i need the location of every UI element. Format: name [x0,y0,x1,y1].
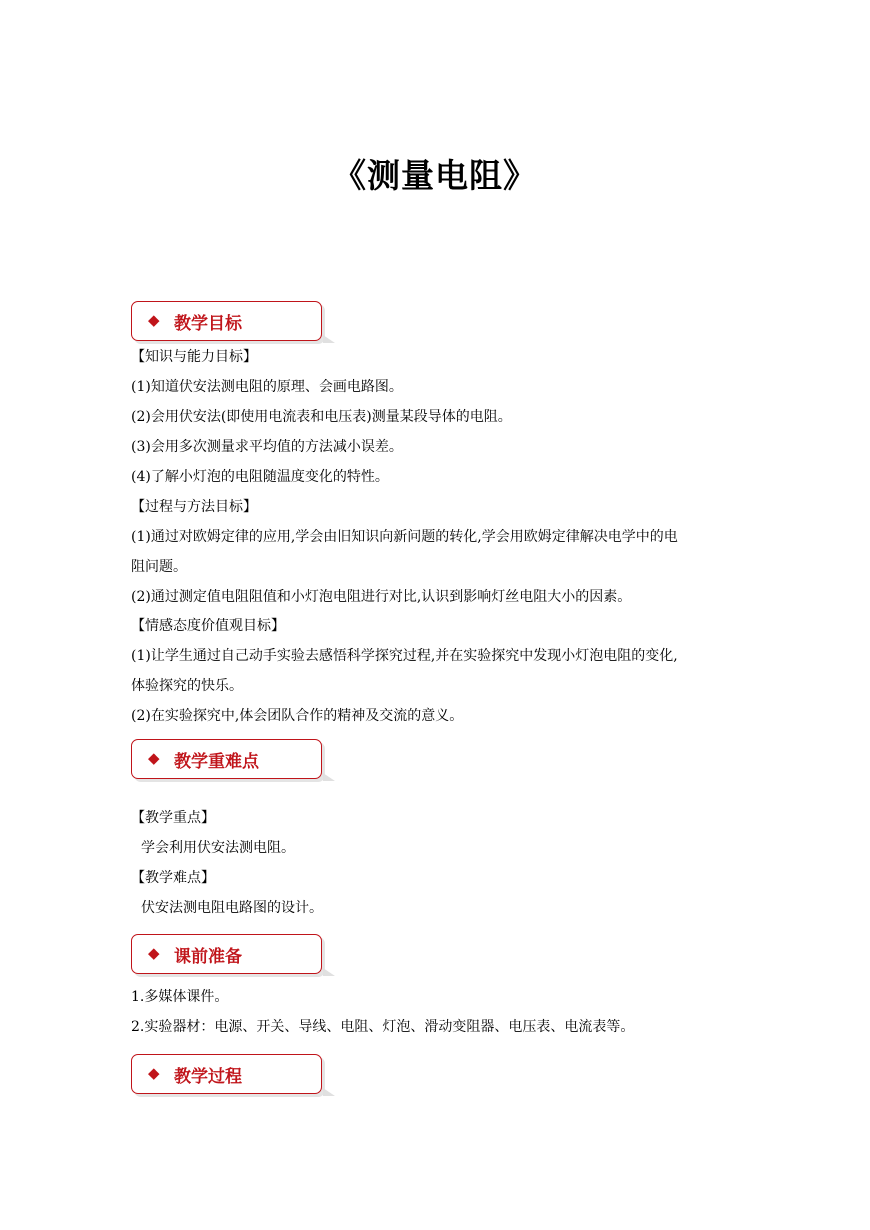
section-heading-label: 课前准备 [174,947,242,967]
paragraph: (1)知道伏安法测电阻的原理、会画电路图。 [131,379,403,395]
diamond-bullet-icon: ◆ [148,1064,160,1082]
section-heading-process [131,1054,322,1094]
diamond-bullet-icon: ◆ [148,944,160,962]
subheading-emotion: 【情感态度价值观目标】 [131,618,285,634]
paragraph: (1)通过对欧姆定律的应用,学会由旧知识向新问题的转化,学会用欧姆定律解决电学中的电 [131,529,678,545]
paragraph: (2)通过测定值电阻阻值和小灯泡电阻进行对比,认识到影响灯丝电阻大小的因素。 [131,589,632,605]
paragraph: (3)会用多次测量求平均值的方法减小误差。 [131,439,403,455]
section-heading-label: 教学目标 [174,314,242,334]
paragraph: 阻问题。 [131,559,187,575]
section-heading-goals [131,301,322,341]
diamond-bullet-icon: ◆ [148,749,160,767]
paragraph: (1)让学生通过自己动手实验去感悟科学探究过程,并在实验探究中发现小灯泡电阻的变化, [131,648,678,664]
paragraph: (2)在实验探究中,体会团队合作的精神及交流的意义。 [131,708,464,724]
subheading-knowledge: 【知识与能力目标】 [131,349,257,365]
list-item: 1.多媒体课件。 [131,989,229,1005]
paragraph: 体验探究的快乐。 [131,678,243,694]
page-title: 《测量电阻》 [333,156,537,195]
subheading-focus: 【教学重点】 [131,810,215,826]
list-item: 2.实验器材：电源、开关、导线、电阻、灯泡、滑动变阻器、电压表、电流表等。 [131,1019,635,1035]
section-heading-keypoints [131,739,322,779]
section-heading-label: 教学过程 [174,1067,242,1087]
section-heading-prep [131,934,322,974]
paragraph: (4)了解小灯泡的电阻随温度变化的特性。 [131,469,389,485]
subheading-process: 【过程与方法目标】 [131,499,257,515]
section-heading-label: 教学重难点 [174,752,259,772]
paragraph: 伏安法测电阻电路图的设计。 [141,900,323,916]
diamond-bullet-icon: ◆ [148,311,160,329]
paragraph: 学会利用伏安法测电阻。 [141,840,295,856]
paragraph: (2)会用伏安法(即使用电流表和电压表)测量某段导体的电阻。 [131,409,512,425]
subheading-difficulty: 【教学难点】 [131,870,215,886]
